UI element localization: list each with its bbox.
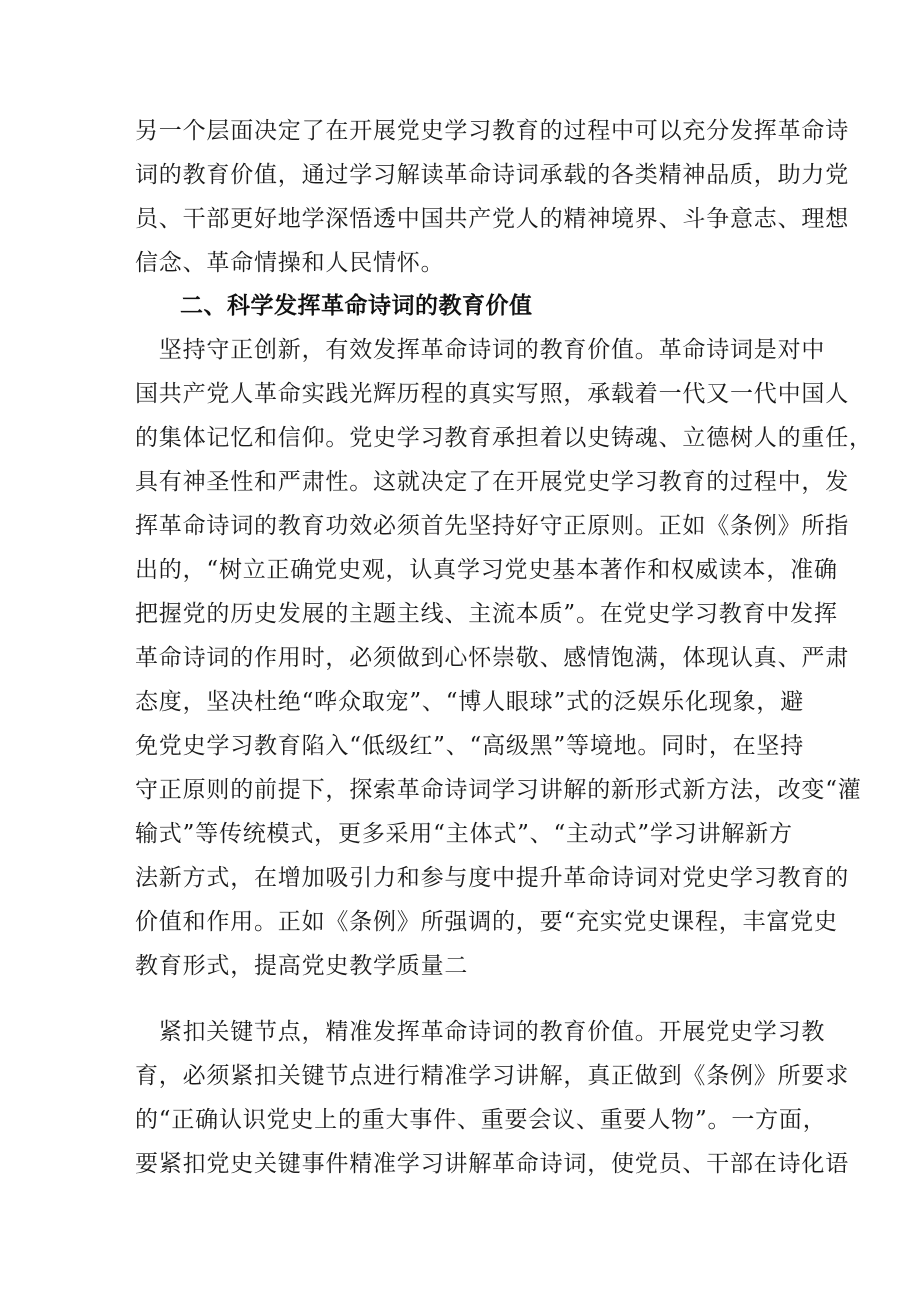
paragraph1-line-11: 守正原则的前提下，探索革命诗词学习讲解的新形式新方法，改变“灌: [135, 777, 862, 803]
paragraph1-line-10: 免党史学习教育陷入“低级红”、“高级黑”等境地。同时，在坚持: [135, 733, 805, 759]
intro-line-4: 信念、革命情操和人民情怀。: [135, 250, 445, 276]
intro-line-1: 另一个层面决定了在开展党史学习教育的过程中可以充分发挥革命诗: [135, 118, 849, 144]
paragraph1-line-1: 坚持守正创新，有效发挥革命诗词的教育价值。革命诗词是对中: [135, 337, 826, 363]
section-heading: 二、科学发挥革命诗词的教育价值: [180, 293, 533, 319]
paragraph1-line-8: 革命诗词的作用时，必须做到心怀崇敬、感情饱满，体现认真、严肃: [135, 645, 849, 671]
paragraph1-line-12: 输式”等传统模式，更多采用“主体式”、“主动式”学习讲解新方: [135, 821, 793, 847]
paragraph1-line-13: 法新方式，在增加吸引力和参与度中提升革命诗词对党史学习教育的: [135, 865, 849, 891]
paragraph2-line-3: 的“正确认识党史上的重大事件、重要会议、重要人物”。一方面，: [135, 1107, 827, 1133]
paragraph1-line-9: 态度，坚决杜绝“哗众取宠”、“博人眼球”式的泛娱乐化现象，避: [135, 689, 805, 715]
paragraph1-line-5: 挥革命诗词的教育功效必须首先坚持好守正原则。正如《条例》所指: [135, 513, 849, 539]
paragraph2-line-1: 紧扣关键节点，精准发挥革命诗词的教育价值。开展党史学习教: [135, 1019, 826, 1045]
paragraph2-line-2: 育，必须紧扣关键节点进行精准学习讲解，真正做到《条例》所要求: [135, 1063, 849, 1089]
intro-line-2: 词的教育价值，通过学习解读革命诗词承载的各类精神品质，助力党: [135, 162, 849, 188]
paragraph1-line-15: 教育形式，提高党史教学质量二: [135, 953, 469, 979]
paragraph1-line-6: 出的，“树立正确党史观，认真学习党史基本著作和权威读本，准确: [135, 557, 838, 583]
paragraph1-line-7: 把握党的历史发展的主题主线、主流本质”。在党史学习教育中发挥: [135, 601, 838, 627]
paragraph1-line-3: 的集体记忆和信仰。党史学习教育承担着以史铸魂、立德树人的重任，: [135, 425, 873, 451]
paragraph1-line-4: 具有神圣性和严肃性。这就决定了在开展党史学习教育的过程中，发: [135, 469, 849, 495]
paragraph1-line-14: 价值和作用。正如《条例》所强调的，要“充实党史课程，丰富党史: [135, 909, 838, 935]
paragraph2-line-4: 要紧扣党史关键事件精准学习讲解革命诗词，使党员、干部在诗化语: [135, 1151, 849, 1177]
intro-line-3: 员、干部更好地学深悟透中国共产党人的精神境界、斗争意志、理想: [135, 206, 849, 232]
paragraph1-line-2: 国共产党人革命实践光辉历程的真实写照，承载着一代又一代中国人: [135, 381, 849, 407]
